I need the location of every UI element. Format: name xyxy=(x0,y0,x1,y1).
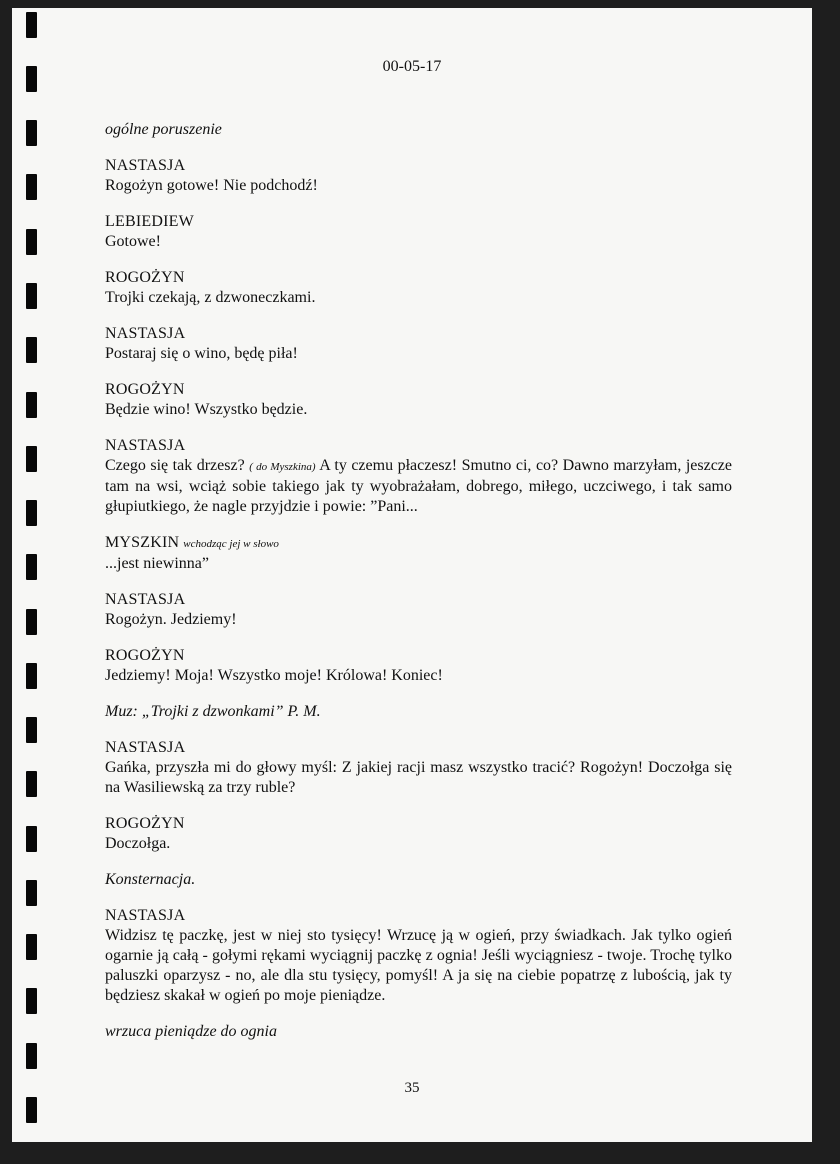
dialogue-block xyxy=(105,590,732,630)
dialogue-text-after: A ty czemu płaczesz! Smutno ci, co? Dawno marzyłam, jeszcze tam na wsi, wciąż sobie takiego jak ty wyobrażałam, dobrego, miłego, uczciwego, i tak samo głupiutkiego, że nagle przyjdzie i powie: ”Pani... xyxy=(105,457,733,515)
script-body xyxy=(105,120,732,1058)
page-header-code: 00-05-17 xyxy=(382,58,442,75)
dialogue-text: Rogożyn. Jedziemy! xyxy=(105,611,237,628)
dialogue-block xyxy=(105,533,732,574)
binding-hole xyxy=(26,12,37,38)
page-number: 35 xyxy=(404,1080,420,1096)
binding-hole xyxy=(26,880,37,906)
dialogue-text xyxy=(105,456,732,517)
binding-hole xyxy=(26,392,37,418)
dialogue-text: Będzie wino! Wszystko będzie. xyxy=(105,401,308,418)
binding-hole xyxy=(26,1043,37,1069)
binding-hole xyxy=(26,609,37,635)
binding-hole xyxy=(26,66,37,92)
dialogue-text: Gańka, przyszła mi do głowy myśl: Z jakiej racji masz wszystko tracić? Rogożyn! Doczołga się na Wasiliewską za trzy ruble? xyxy=(105,759,732,796)
dialogue-block xyxy=(105,268,732,308)
binding-hole xyxy=(26,500,37,526)
binding-hole xyxy=(26,446,37,472)
binding-hole xyxy=(26,771,37,797)
stage-direction: Konsternacja. xyxy=(105,871,196,888)
paper-sheet xyxy=(12,8,812,1142)
dialogue-block xyxy=(105,436,732,517)
speaker-name: NASTASJA xyxy=(105,157,186,174)
aside-direction: ( do Myszkina) xyxy=(249,461,316,473)
speaker-name: NASTASJA xyxy=(105,437,186,454)
spiral-binding xyxy=(26,0,38,1164)
dialogue-block xyxy=(105,814,732,854)
binding-hole xyxy=(26,717,37,743)
speaker-name: MYSZKIN xyxy=(105,534,180,551)
binding-hole xyxy=(26,988,37,1014)
speaker-name: ROGOŻYN xyxy=(105,381,185,398)
speaker-name: NASTASJA xyxy=(105,591,186,608)
binding-hole xyxy=(26,934,37,960)
dialogue-text: Widzisz tę paczkę, jest w niej sto tysięcy! Wrzucę ją w ogień, przy świadkach. Jak tylko ogień ogarnie ją całą - gołymi rękami wyciągnij paczkę z ognia! Jeśli wyciągniesz - twoje. Trochę tylko paluszki oparzysz - no, ale dla stu tysięcy, pomyśl! A ja się na ciebie popatrzę z lubością, jak ty będziesz skakał w ogień po moje pieniądze. xyxy=(105,927,732,1004)
dialogue-block xyxy=(105,906,732,1006)
dialogue-text: Postaraj się o wino, będę piła! xyxy=(105,345,298,362)
binding-hole xyxy=(26,229,37,255)
dialogue-block xyxy=(105,324,732,364)
binding-hole xyxy=(26,174,37,200)
music-cue: Muz: „Trojki z dzwonkami” P. M. xyxy=(105,703,321,720)
dialogue-text: Rogożyn gotowe! Nie podchodź! xyxy=(105,177,318,194)
binding-hole xyxy=(26,663,37,689)
dialogue-text: ...jest niewinna” xyxy=(105,555,209,572)
dialogue-text: Jedziemy! Moja! Wszystko moje! Królowa! Koniec! xyxy=(105,667,443,684)
stage-direction: wrzuca pieniądze do ognia xyxy=(105,1023,277,1040)
dialogue-block xyxy=(105,380,732,420)
dialogue-text: Doczołga. xyxy=(105,835,171,852)
binding-hole xyxy=(26,554,37,580)
speaker-line xyxy=(105,533,732,554)
speaker-direction: wchodząc jej w słowo xyxy=(183,538,279,550)
speaker-name: NASTASJA xyxy=(105,907,186,924)
speaker-name: ROGOŻYN xyxy=(105,647,185,664)
binding-hole xyxy=(26,120,37,146)
stage-direction: ogólne poruszenie xyxy=(105,121,222,138)
speaker-name: LEBIEDIEW xyxy=(105,213,194,230)
binding-hole xyxy=(26,337,37,363)
binding-hole xyxy=(26,826,37,852)
dialogue-text-before: Czego się tak drzesz? xyxy=(105,457,245,474)
dialogue-block xyxy=(105,738,732,798)
dialogue-text: Gotowe! xyxy=(105,233,161,250)
speaker-name: ROGOŻYN xyxy=(105,815,185,832)
speaker-name: NASTASJA xyxy=(105,325,186,342)
speaker-name: ROGOŻYN xyxy=(105,269,185,286)
speaker-name: NASTASJA xyxy=(105,739,186,756)
dialogue-block xyxy=(105,156,732,196)
dialogue-text: Trojki czekają, z dzwoneczkami. xyxy=(105,289,316,306)
binding-hole xyxy=(26,1097,37,1123)
dialogue-block xyxy=(105,212,732,252)
dialogue-block xyxy=(105,646,732,686)
binding-hole xyxy=(26,283,37,309)
